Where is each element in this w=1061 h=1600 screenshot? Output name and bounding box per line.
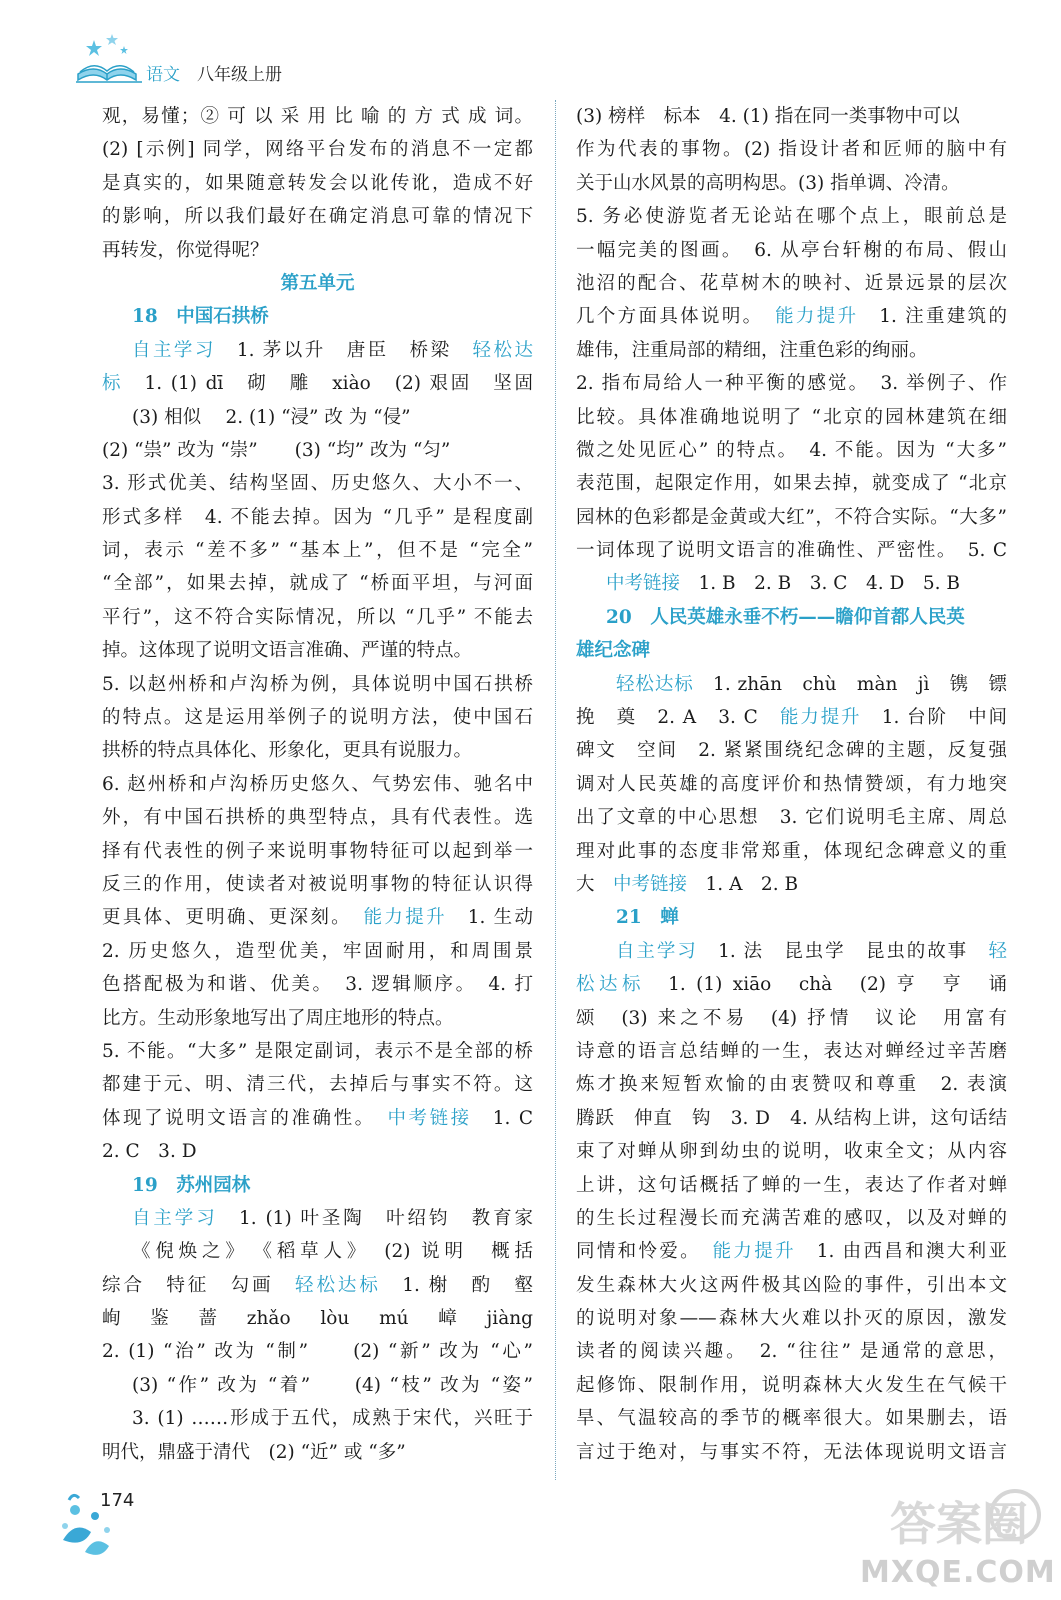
text-line: 雄纪念碑 — [576, 640, 651, 662]
text-line: “全部”，如果去掉，就成了 “桥面平坦，与河面 — [102, 573, 533, 595]
text-line: 调对人民英雄的高度评价和热情赞颂，有力地突 — [576, 773, 1007, 795]
open-book-logo-icon — [72, 30, 142, 88]
section-tag: 轻松达 — [472, 339, 533, 361]
text-segment: 同情和怜爱。 — [576, 1241, 713, 1263]
text-line: 碑文 空间 2. 紧紧围绕纪念碑的主题，反复强 — [576, 740, 1007, 762]
text-line: 再转发，你觉得呢？ — [102, 239, 269, 261]
text-line — [576, 567, 1007, 600]
text-segment: 1. (1) xiāo chà (2) 亨 亨 诵 — [645, 974, 1007, 996]
text-line: 6. 赵州桥和卢沟桥历史悠久、气势宏伟、驰名中 — [102, 773, 533, 795]
text-line: 拱桥的特点具体化、形象化，更具有说服力。 — [102, 740, 473, 762]
text-line: 反三的作用，使读者对被说明事物的特征认识得 — [102, 873, 533, 895]
text-line: 的生长过程漫长而充满苦难的感叹，以及对蝉的 — [576, 1207, 1007, 1229]
text-segment: 1. A 2. B — [687, 873, 799, 895]
text-line: 2. 指布局给人一种平衡的感觉。 3. 举例子、作 — [576, 373, 1007, 395]
section-tag: 轻松达标 — [616, 673, 694, 695]
section-tag: 中考链接 — [387, 1107, 472, 1129]
text-line: 的影响，所以我们最好在确定消息可靠的情况下 — [102, 206, 533, 228]
text-line: 观，易懂；② 可 以 采 用 比 喻 的 方 式 成 词。 — [102, 106, 533, 127]
text-line: 读者的阅读兴趣。 2. “往往” 是通常的意思， — [576, 1341, 1007, 1363]
text-line — [576, 300, 1007, 333]
text-line: 是真实的，如果随意转发会以讹传讹，造成不好 — [102, 172, 533, 194]
section-tag: 自主学习 — [616, 940, 698, 962]
text-line: 21 蝉 — [616, 907, 679, 929]
text-line: (2) [示例] 同学，网络平台发布的消息不一定都 — [102, 139, 533, 161]
text-line: 出了文章的中心思想 3. 它们说明毛主席、周总 — [576, 807, 1007, 829]
text-line: (3) 榜样 标本 4. (1) 指在同一类事物中可以 — [576, 106, 960, 127]
section-tag: 能力提升 — [712, 1241, 796, 1263]
section-tag: 标 — [102, 373, 124, 395]
text-line: 5. 不能。“大多” 是限定副词，表示不是全部的桥 — [102, 1040, 533, 1062]
text-line — [102, 334, 533, 367]
watermark-chinese: 答案圈 — [890, 1497, 1028, 1551]
text-line — [102, 367, 533, 400]
text-segment: 1. 注重建筑的 — [858, 306, 1007, 328]
text-line: 池沼的配合、花草树木的映衬、近景远景的层次 — [576, 272, 1007, 294]
text-line: 比方。生动形象地写出了周庄地形的特点。 — [102, 1007, 454, 1029]
text-line — [102, 1102, 533, 1135]
text-line: 的特点。这是运用举例子的说明方法，使中国石 — [102, 707, 533, 729]
text-line: 2. C 3. D — [102, 1141, 197, 1163]
text-line: 表范围，起限定作用，如果去掉，就变成了 “北京 — [576, 473, 1007, 495]
text-line: 5. 务必使游览者无论站在哪个点上，眼前总是 — [576, 206, 1007, 228]
text-line: 发生森林大火这两件极其凶险的事件，引出本文 — [576, 1274, 1007, 1296]
text-line: 旱、气温较高的季节的概率很大。如果删去，语 — [576, 1408, 1007, 1430]
grade-label: 八年级上册 — [197, 65, 282, 85]
section-tag: 轻 — [988, 940, 1007, 962]
text-line: 一幅完美的图画。 6. 从亭台轩榭的布局、假山 — [576, 239, 1007, 261]
text-segment: 1. 茅以升 唐臣 桥梁 — [215, 339, 473, 361]
column-divider — [555, 100, 556, 1480]
text-segment: 1. 由西昌和澳大利亚 — [795, 1241, 1007, 1263]
text-line — [576, 668, 1007, 701]
text-segment: 1. C — [471, 1107, 533, 1129]
text-line: 园林的色彩都是金黄或大红”，不符合实际。“大多” — [576, 506, 1007, 528]
text-line: 18 中国石拱桥 — [132, 306, 269, 328]
text-line: 5. 以赵州桥和卢沟桥为例，具体说明中国石拱桥 — [102, 673, 533, 695]
text-line: 炼才换来短暂欢愉的由衷赞叹和尊重 2. 表演 — [576, 1074, 1007, 1096]
watermark-url: MXQE.COM — [860, 1555, 1056, 1590]
text-line: 腾跃 伸直 钩 3. D 4. 从结构上讲，这句话结 — [576, 1107, 1007, 1129]
text-line — [576, 868, 1007, 901]
text-line: 峋 鉴 蔷 zhǎo lòu mú 嶂 jiàng — [102, 1308, 533, 1330]
section-tag: 自主学习 — [132, 339, 216, 361]
text-segment: 更具体、更明确、更深刻。 — [102, 907, 364, 929]
text-line: 都建于元、明、清三代，去掉后与事实不符。这 — [102, 1074, 533, 1096]
text-line: 一词体现了说明文语言的准确性、严密性。 5. C — [576, 540, 1007, 562]
text-line: 第五单元 — [280, 272, 355, 294]
section-tag: 中考链接 — [613, 873, 688, 895]
text-line — [576, 701, 1007, 734]
text-line: 束了对蝉从卵到幼虫的说明，收束全文；从内容 — [576, 1141, 1007, 1163]
text-line: (3) 相似 2. (1) “浸” 改 为 “侵” — [132, 406, 411, 428]
text-line: 择有代表性的例子来说明事物特征可以起到举一 — [102, 840, 533, 862]
text-line: 《倪焕之》 《稻草人》 (2) 说明 概括 — [132, 1241, 533, 1263]
subject-label: 语文 — [146, 65, 180, 85]
text-line — [102, 901, 533, 934]
page-number: 174 — [100, 1490, 135, 1511]
text-segment: 几个方面具体说明。 — [576, 306, 776, 328]
text-line: 微之处见匠心” 的特点。 4. 不能。因为 “大多” — [576, 439, 1007, 461]
text-line: 3. (1) ……形成于五代，成熟于宋代，兴旺于 — [132, 1408, 533, 1430]
text-line: 关于山水风景的高明构思。(3) 指单调、冷清。 — [576, 172, 960, 194]
text-line: 19 苏州园林 — [132, 1174, 251, 1196]
text-line: 形式多样 4. 不能去掉。因为 “几乎” 是程度副 — [102, 506, 533, 528]
text-segment: 1. 榭 酌 壑 — [380, 1274, 533, 1296]
text-line: 比较。具体准确地说明了 “北京的园林建筑在细 — [576, 406, 1007, 428]
text-line — [576, 968, 1007, 1001]
text-line: 明代，鼎盛于清代 (2) “近” 或 “多” — [102, 1441, 406, 1463]
text-segment: 大 — [576, 873, 614, 895]
text-line: 词，表示 “差不多” “基本上”，但不是 “完全” — [102, 540, 533, 562]
section-tag: 能力提升 — [363, 907, 447, 929]
text-line: 言过于绝对，与事实不符，无法体现说明文语言 — [576, 1441, 1007, 1463]
text-line: 2. (1) “治” 改为 “制” (2) “新” 改为 “心” — [102, 1341, 533, 1363]
text-line: 2. 历史悠久，造型优美，牢固耐用，和周围景 — [102, 940, 533, 962]
text-segment: 1. 法 昆虫学 昆虫的故事 — [697, 940, 989, 962]
text-line: 作为代表的事物。(2) 指设计者和匠师的脑中有 — [576, 139, 1007, 161]
section-tag: 自主学习 — [132, 1207, 218, 1229]
text-line: (2) “祟” 改为 “崇” (3) “均” 改为 “匀” — [102, 439, 451, 461]
section-tag: 能力提升 — [775, 306, 859, 328]
text-segment: 1. (1) 叶圣陶 叶绍钧 教育家 — [217, 1207, 533, 1229]
section-tag: 能力提升 — [780, 707, 862, 729]
text-line — [102, 1202, 533, 1235]
left-answer-column — [102, 100, 533, 1469]
text-line: 掉。这体现了说明文语言准确、严谨的特点。 — [102, 640, 473, 662]
text-segment: 体现了说明文语言的准确性。 — [102, 1107, 388, 1129]
right-answer-column — [576, 100, 1007, 1469]
text-segment: 挽 奠 2. A 3. C — [576, 707, 781, 729]
water-splash-decoration-icon — [55, 1470, 175, 1560]
text-line — [576, 935, 1007, 968]
text-line: 起修饰、限制作用，说明森林大火发生在气候干 — [576, 1374, 1007, 1396]
text-line — [576, 1235, 1007, 1268]
text-line: 平行”，这不符合实际情况，所以 “几乎” 不能去 — [102, 606, 533, 628]
text-segment: 1. (1) dī 砌 雕 xiào (2) 艰固 坚固 — [123, 373, 533, 395]
section-tag: 轻松达标 — [295, 1274, 381, 1296]
text-segment: 1. 生动 — [446, 907, 533, 929]
text-line: 外，有中国石拱桥的典型特点，具有代表性。选 — [102, 807, 533, 829]
text-line: 20 人民英雄永垂不朽——瞻仰首都人民英 — [606, 606, 965, 628]
text-line: 颂 (3) 来之不易 (4) 抒情 议论 用富有 — [576, 1007, 1007, 1029]
text-line: 雄伟，注重局部的精细，注重色彩的绚丽。 — [576, 339, 928, 361]
text-segment: 1. B 2. B 3. C 4. D 5. B — [680, 573, 960, 595]
text-line: 色搭配极为和谐、优美。 3. 逻辑顺序。 4. 打 — [102, 974, 533, 996]
section-tag: 中考链接 — [606, 573, 681, 595]
text-line: (3) “作” 改为 “着” (4) “枝” 改为 “姿” — [132, 1374, 533, 1396]
text-segment: 1. zhān chù màn jì 镌 镖 — [693, 673, 1007, 695]
text-segment: 综合 特征 勾画 — [102, 1274, 295, 1296]
text-line: 3. 形式优美、结构坚固、历史悠久、大小不一、 — [102, 473, 533, 495]
text-line: 理对此事的态度非常郑重，体现纪念碑意义的重 — [576, 840, 1007, 862]
section-tag: 松达标 — [576, 974, 646, 996]
text-line: 上讲，这句话概括了蝉的一生，表达了作者对蝉 — [576, 1174, 1007, 1196]
text-line — [102, 1269, 533, 1302]
text-segment: 1. 台阶 中间 — [861, 707, 1007, 729]
text-line: 的说明对象——森林大火难以扑灭的原因，激发 — [576, 1308, 1007, 1330]
page-header — [72, 30, 372, 90]
text-line: 诗意的语言总结蝉的一生，表达对蝉经过辛苦磨 — [576, 1040, 1007, 1062]
